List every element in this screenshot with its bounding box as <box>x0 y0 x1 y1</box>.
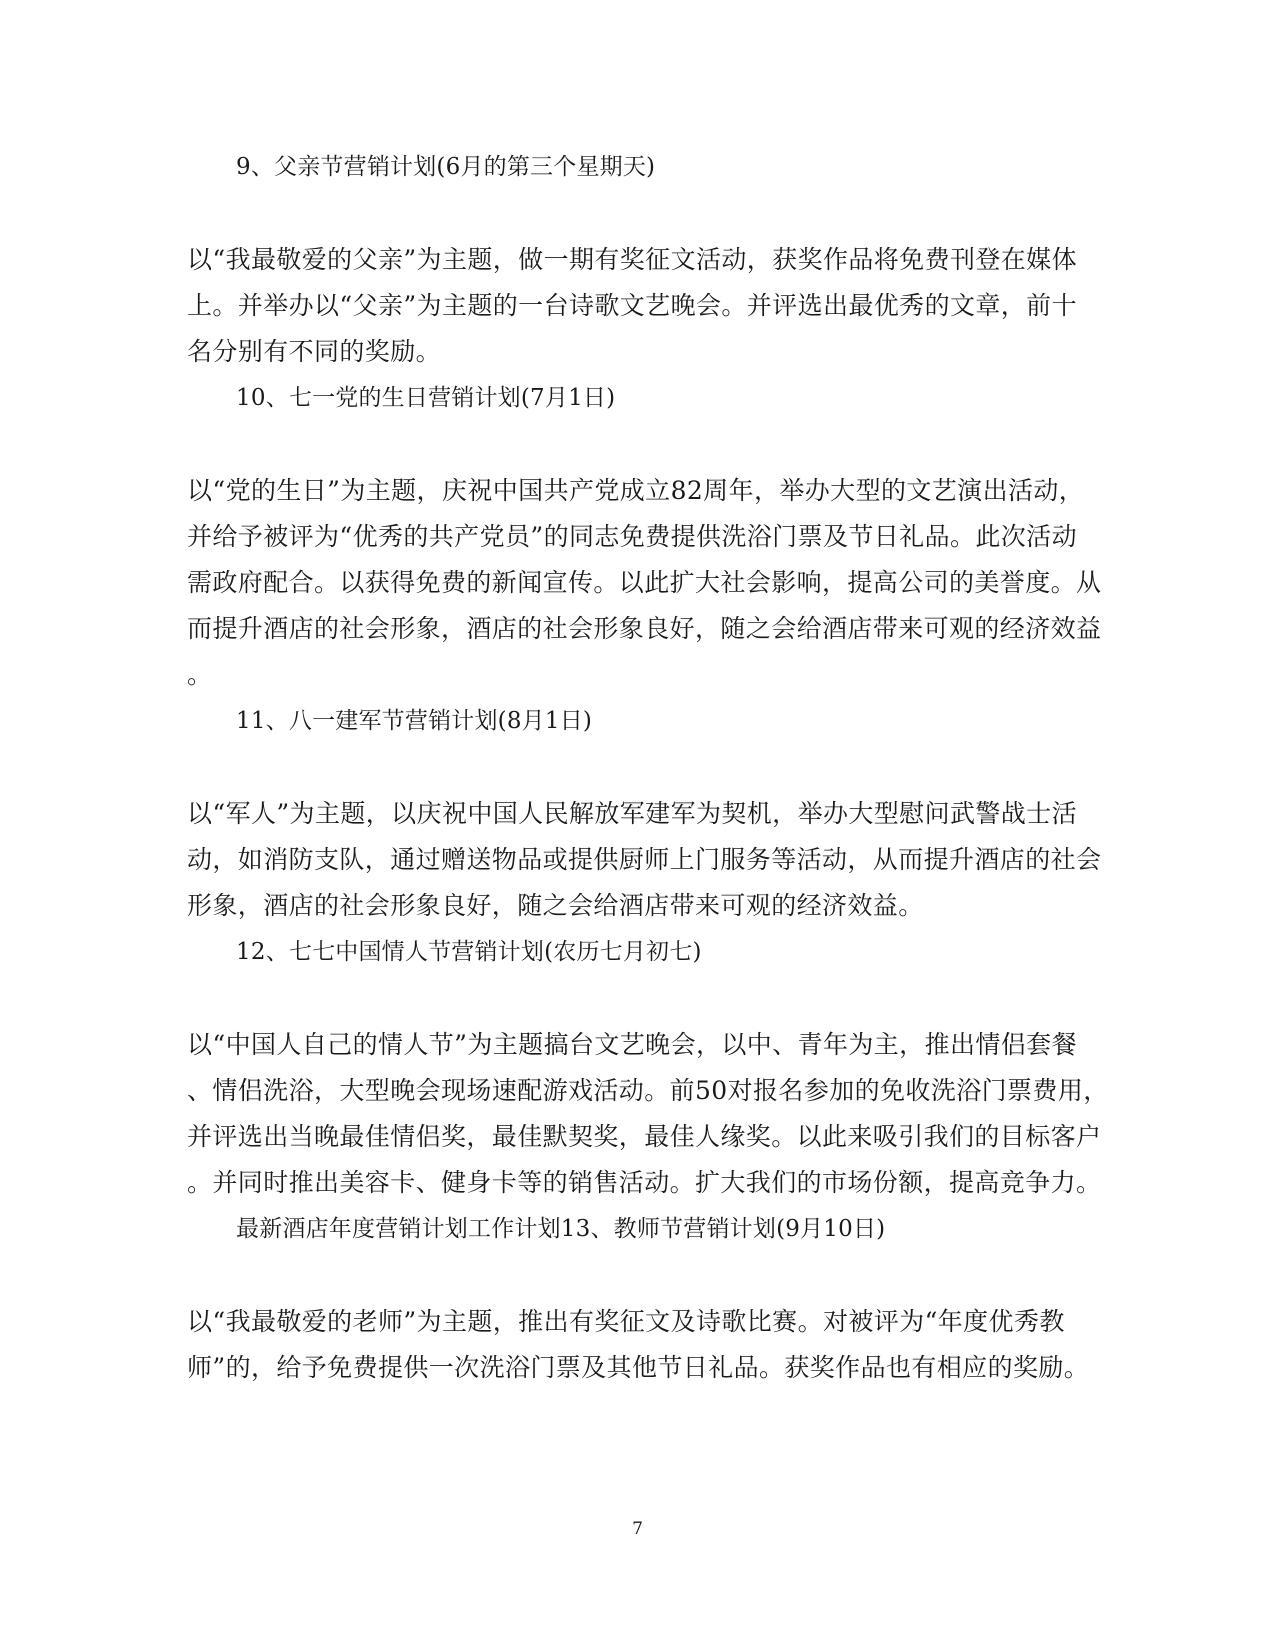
body-text-line: 上。并举办以“父亲”为主题的一台诗歌文艺晚会。并评选出最优秀的文章，前十 <box>187 291 1077 320</box>
body-text-line: 并评选出当晚最佳情侣奖，最佳默契奖，最佳人缘奖。以此来吸引我们的目标客户 <box>187 1122 1102 1151</box>
body-text-line: 形象，酒店的社会形象良好，随之会给酒店带来可观的经济效益。 <box>187 891 924 920</box>
body-text-line: 以“我最敬爱的老师”为主题，推出有奖征文及诗歌比赛。对被评为“年度优秀教 <box>187 1307 1065 1336</box>
body-text-line: 并给予被评为“优秀的共产党员”的同志免费提供洗浴门票及节日礼品。此次活动 <box>187 522 1077 551</box>
page-number: 7 <box>632 1519 643 1539</box>
body-text-line: 以“我最敬爱的父亲”为主题，做一期有奖征文活动，获奖作品将免费刊登在媒体 <box>187 245 1077 274</box>
body-text-line: 而提升酒店的社会形象，酒店的社会形象良好，随之会给酒店带来可观的经济效益 <box>187 614 1102 643</box>
body-text-line: 、情侣洗浴，大型晚会现场速配游戏活动。前50对报名参加的免收洗浴门票费用， <box>187 1076 1109 1105</box>
body-text-line: 以“党的生日”为主题，庆祝中国共产党成立82周年，举办大型的文艺演出活动， <box>187 476 1085 505</box>
section-heading: 9、父亲节营销计划(6月的第三个星期天) <box>236 154 656 180</box>
body-text-line: 需政府配合。以获得免费的新闻宣传。以此扩大社会影响，提高公司的美誉度。从 <box>187 568 1102 597</box>
section-heading: 12、七七中国情人节营销计划(农历七月初七) <box>236 939 702 965</box>
section-heading: 最新酒店年度营销计划工作计划13、教师节营销计划(9月10日) <box>236 1216 886 1242</box>
section-heading: 10、七一党的生日营销计划(7月1日) <box>236 385 616 411</box>
body-text-line: 以“军人”为主题，以庆祝中国人民解放军建军为契机，举办大型慰问武警战士活 <box>187 799 1077 828</box>
body-text-line: 师”的，给予免费提供一次洗浴门票及其他节日礼品。获奖作品也有相应的奖励。 <box>187 1353 1090 1382</box>
body-text-line: 以“中国人自己的情人节”为主题搞台文艺晚会，以中、青年为主，推出情侣套餐 <box>187 1030 1077 1059</box>
section-heading: 11、八一建军节营销计划(8月1日) <box>236 708 593 734</box>
body-text-line: 名分别有不同的奖励。 <box>187 337 442 366</box>
body-text-line: 动，如消防支队，通过赠送物品或提供厨师上门服务等活动，从而提升酒店的社会 <box>187 845 1102 874</box>
body-text-line: 。并同时推出美容卡、健身卡等的销售活动。扩大我们的市场份额，提高竞争力。 <box>187 1168 1102 1197</box>
body-text-line: 。 <box>187 660 213 689</box>
